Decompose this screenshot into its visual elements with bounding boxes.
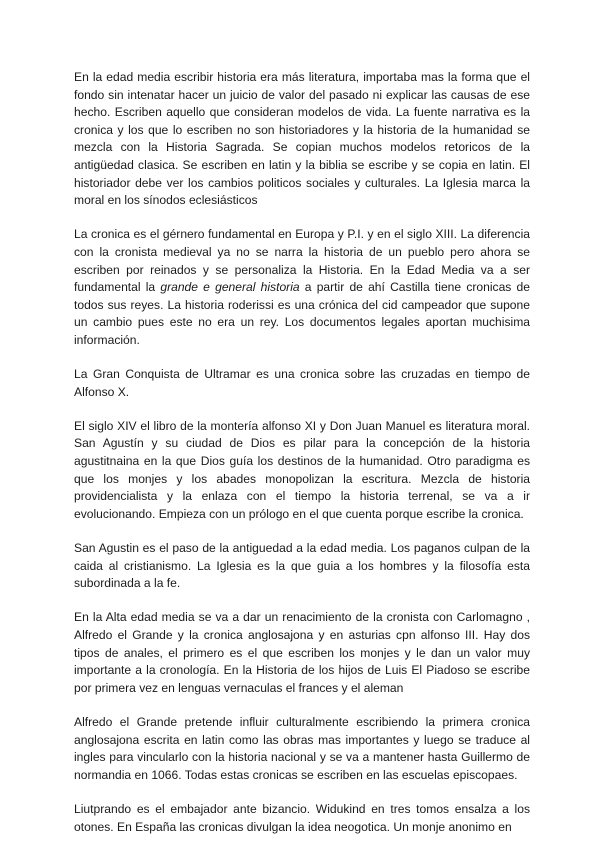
paragraph-5 bbox=[74, 540, 530, 593]
paragraph-7 bbox=[74, 714, 530, 784]
paragraph-1 bbox=[74, 69, 530, 210]
paragraph-2-text-before: La cronica es el gérnero fundamental en Europa y P.I. y en el siglo XIII. La diferencia con la cronista medieval ya no se narra la historia de un pueblo pero ahora se escriben por reinados y se personaliza la Historia. En la Edad Media va a ser fundamental la bbox=[74, 227, 530, 295]
paragraph-7-text: Alfredo el Grande pretende influir culturalmente escribiendo la primera cronica anglosajona escrita en latin como las obras mas importantes y luego se traduce al ingles para vincularlo con la historia nacional y se va a mantener hasta Guillermo de normandia en 1066. Todas estas cronicas se escriben en las escuelas episcopaes. bbox=[74, 714, 530, 782]
paragraph-8 bbox=[74, 801, 530, 836]
paragraph-6 bbox=[74, 609, 530, 697]
paragraph-8-text: Liutprando es el embajador ante bizancio. Widukind en tres tomos ensalza a los otones. En España las cronicas divulgan la idea neogotica. Un monje anonimo en bbox=[74, 801, 530, 834]
paragraph-4 bbox=[74, 418, 530, 524]
paragraph-1-text: En la edad media escribir historia era más literatura, importaba mas la forma que el fondo sin intenatar hacer un juicio de valor del pasado ni explicar las causas de ese hecho. Escriben aquello que consideran modelos de vida. La fuente narrativa es la cronica y los que lo escriben no son historiadores y la historia de la humanidad se mezcla con la Historia Sagrada. Se copian muchos modelos retoricos de la antigüedad clasica. Se escriben en latin y la biblia se escribe y se copia en latin. El historiador debe ver los cambios politicos sociales y culturales. La Iglesia marca la moral en los sínodos eclesiásticos bbox=[74, 70, 530, 208]
work-title-italic: grande e general historia bbox=[160, 280, 300, 295]
document-page bbox=[74, 69, 530, 836]
paragraph-2 bbox=[74, 226, 530, 349]
paragraph-3 bbox=[74, 366, 530, 401]
paragraph-2-text-after: a partir de ahí Castilla tiene cronicas de todos sus reyes. La historia roderissi es una crónica del cid campeador que supone un cambio pues este no era un rey. Los documentos legales aportan muchisima información. bbox=[74, 280, 530, 347]
paragraph-6-text: En la Alta edad media se va a dar un renacimiento de la cronista con Carlomagno , Alfredo el Grande y la cronica anglosajona y en asturias cpn alfonso III. Hay dos tipos de anales, el primero es el que escriben los monjes y le dan un valor muy importante a la cronología. En la Historia de los hijos de Luis El Piadoso se escribe por primera vez en lenguas vernaculas el frances y el aleman bbox=[74, 610, 530, 695]
paragraph-5-text: San Agustin es el paso de la antiguedad a la edad media. Los paganos culpan de la caida al cristianismo. La Iglesia es la que guia a los hombres y la filosofía esta subordinada a la fe. bbox=[74, 541, 530, 591]
paragraph-4-text: El siglo XIV el libro de la montería alfonso XI y Don Juan Manuel es literatura moral. San Agustín y su ciudad de Dios es pilar para la concepción de la historia agustitnaina en la que Dios guía los destinos de la humanidad. Otro paradigma es que los monjes y los abades monopolizan la escritura. Mezcla de historia providencialista y la enlaza con el tiempo la historia terrenal, se va a ir evolucionando. Empieza con un prólogo en el que cuenta porque escribe la cronica. bbox=[74, 418, 530, 521]
paragraph-3-text: La Gran Conquista de Ultramar es una cronica sobre las cruzadas en tiempo de Alfonso X. bbox=[74, 367, 530, 399]
